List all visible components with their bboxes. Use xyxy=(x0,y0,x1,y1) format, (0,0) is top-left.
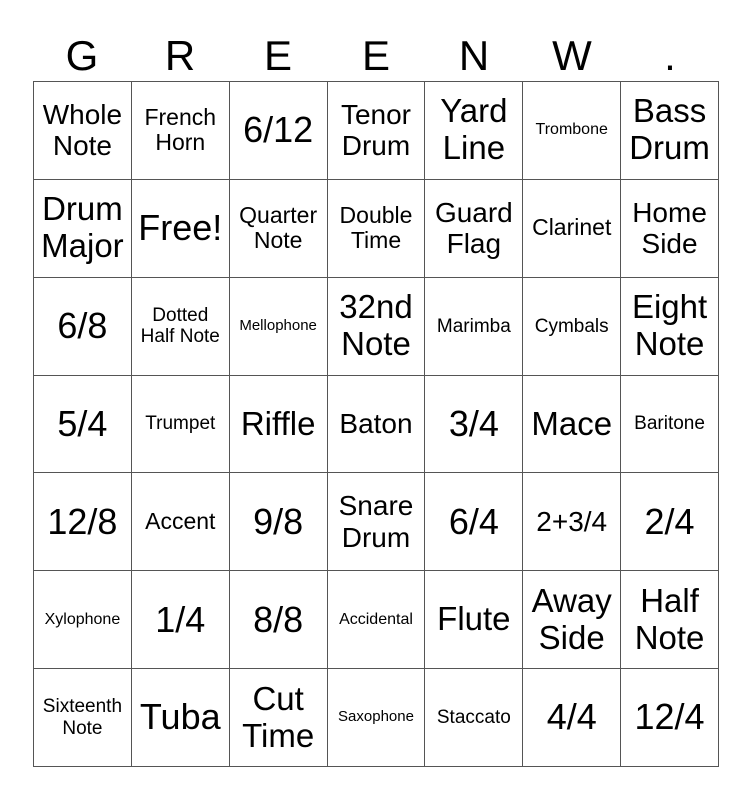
cell-text: 4/4 xyxy=(546,696,597,738)
bingo-cell[interactable] xyxy=(230,180,328,278)
bingo-cell[interactable] xyxy=(132,571,230,669)
cell-text: Baton xyxy=(339,408,413,440)
bingo-cell[interactable] xyxy=(328,278,426,376)
bingo-cell[interactable] xyxy=(425,473,523,571)
bingo-cell[interactable] xyxy=(34,571,132,669)
bingo-cell[interactable] xyxy=(230,473,328,571)
cell-text: Away Side xyxy=(531,581,612,656)
cell-text: 2+3/4 xyxy=(536,506,608,538)
bingo-cell[interactable] xyxy=(132,278,230,376)
header-letter: E xyxy=(263,32,292,79)
bingo-cell[interactable] xyxy=(328,82,426,180)
bingo-cell[interactable] xyxy=(425,669,523,767)
bingo-cell[interactable] xyxy=(425,376,523,474)
cell-text: Cymbals xyxy=(534,315,609,337)
bingo-cell[interactable] xyxy=(425,82,523,180)
bingo-cell[interactable] xyxy=(328,669,426,767)
cell-text: 8/8 xyxy=(253,598,304,640)
bingo-header xyxy=(33,30,719,82)
bingo-cell[interactable] xyxy=(132,473,230,571)
cell-text: Quarter Note xyxy=(239,201,318,254)
header-letter: . xyxy=(664,32,676,79)
cell-text: Yard Line xyxy=(440,92,508,167)
cell-text: 12/8 xyxy=(47,500,118,542)
bingo-cell[interactable] xyxy=(621,376,719,474)
bingo-cell[interactable] xyxy=(230,278,328,376)
bingo-cell[interactable] xyxy=(425,571,523,669)
bingo-cell[interactable] xyxy=(621,571,719,669)
cell-text: Staccato xyxy=(436,706,511,728)
cell-text: Drum Major xyxy=(41,190,124,265)
header-letter: E xyxy=(361,32,390,79)
cell-text: Tuba xyxy=(139,696,221,738)
bingo-cell[interactable] xyxy=(523,376,621,474)
header-letter: R xyxy=(164,32,196,79)
cell-text: Home Side xyxy=(632,196,707,260)
cell-text: Accidental xyxy=(339,610,413,628)
cell-text: Accent xyxy=(145,507,216,534)
bingo-cell[interactable] xyxy=(132,669,230,767)
cell-text: Guard Flag xyxy=(434,196,513,260)
bingo-cell[interactable] xyxy=(621,473,719,571)
bingo-cell[interactable] xyxy=(328,376,426,474)
bingo-cell[interactable] xyxy=(621,180,719,278)
cell-text: Saxophone xyxy=(338,708,414,726)
cell-text: Marimba xyxy=(436,315,511,337)
header-letter: N xyxy=(458,32,490,79)
bingo-cell free-space[interactable] xyxy=(132,180,230,278)
cell-text: Snare Drum xyxy=(338,490,414,553)
bingo-cell[interactable] xyxy=(523,278,621,376)
cell-text: Baritone xyxy=(634,413,705,435)
bingo-cell[interactable] xyxy=(425,180,523,278)
bingo-cell[interactable] xyxy=(523,82,621,180)
cell-text: 3/4 xyxy=(448,402,499,444)
bingo-cell[interactable] xyxy=(230,669,328,767)
bingo-cell[interactable] xyxy=(34,278,132,376)
cell-text: Half Note xyxy=(634,581,705,656)
cell-text: French Horn xyxy=(144,103,217,156)
bingo-board xyxy=(33,81,719,767)
cell-text: 2/4 xyxy=(644,500,695,542)
cell-text: Whole Note xyxy=(42,99,123,162)
bingo-cell[interactable] xyxy=(328,180,426,278)
bingo-cell[interactable] xyxy=(34,180,132,278)
bingo-cell[interactable] xyxy=(523,571,621,669)
cell-text: 6/4 xyxy=(448,500,499,542)
cell-text: Xylophone xyxy=(44,610,121,628)
cell-text: Mellophone xyxy=(239,316,317,334)
cell-text: Dotted Half Note xyxy=(140,304,220,348)
bingo-cell[interactable] xyxy=(230,82,328,180)
bingo-cell[interactable] xyxy=(621,669,719,767)
bingo-cell[interactable] xyxy=(34,473,132,571)
cell-text: Flute xyxy=(437,600,511,638)
bingo-cell[interactable] xyxy=(425,278,523,376)
header-letter: G xyxy=(65,32,99,79)
header-letter: W xyxy=(552,32,592,79)
bingo-cell[interactable] xyxy=(132,376,230,474)
bingo-cell[interactable] xyxy=(230,571,328,669)
bingo-cell[interactable] xyxy=(523,180,621,278)
bingo-cell[interactable] xyxy=(523,669,621,767)
bingo-cell[interactable] xyxy=(132,82,230,180)
cell-text: Tenor Drum xyxy=(340,99,412,162)
bingo-cell[interactable] xyxy=(328,473,426,571)
bingo-cell[interactable] xyxy=(34,669,132,767)
cell-text: Trumpet xyxy=(145,413,216,435)
bingo-cell[interactable] xyxy=(34,82,132,180)
cell-text: Double Time xyxy=(339,201,413,254)
cell-text: 1/4 xyxy=(155,598,206,640)
cell-text: Bass Drum xyxy=(629,92,710,167)
cell-text: Mace xyxy=(531,404,613,442)
cell-text: 5/4 xyxy=(57,402,108,444)
bingo-cell[interactable] xyxy=(523,473,621,571)
cell-text: Riffle xyxy=(240,404,316,442)
cell-text: 32nd Note xyxy=(339,288,413,363)
bingo-cell[interactable] xyxy=(621,278,719,376)
cell-text: 12/4 xyxy=(634,696,705,738)
bingo-cell[interactable] xyxy=(328,571,426,669)
cell-text: Clarinet xyxy=(532,214,612,241)
cell-text: 6/8 xyxy=(57,304,108,346)
bingo-cell[interactable] xyxy=(230,376,328,474)
bingo-cell[interactable] xyxy=(34,376,132,474)
cell-text: Free! xyxy=(138,207,223,249)
cell-text: Cut Time xyxy=(242,679,315,754)
cell-text: 9/8 xyxy=(253,500,304,542)
cell-text: Sixteenth Note xyxy=(42,696,123,739)
cell-text: 6/12 xyxy=(243,109,314,151)
cell-text: Eight Note xyxy=(631,288,708,363)
cell-text: Trombone xyxy=(535,121,608,139)
bingo-cell[interactable] xyxy=(621,82,719,180)
